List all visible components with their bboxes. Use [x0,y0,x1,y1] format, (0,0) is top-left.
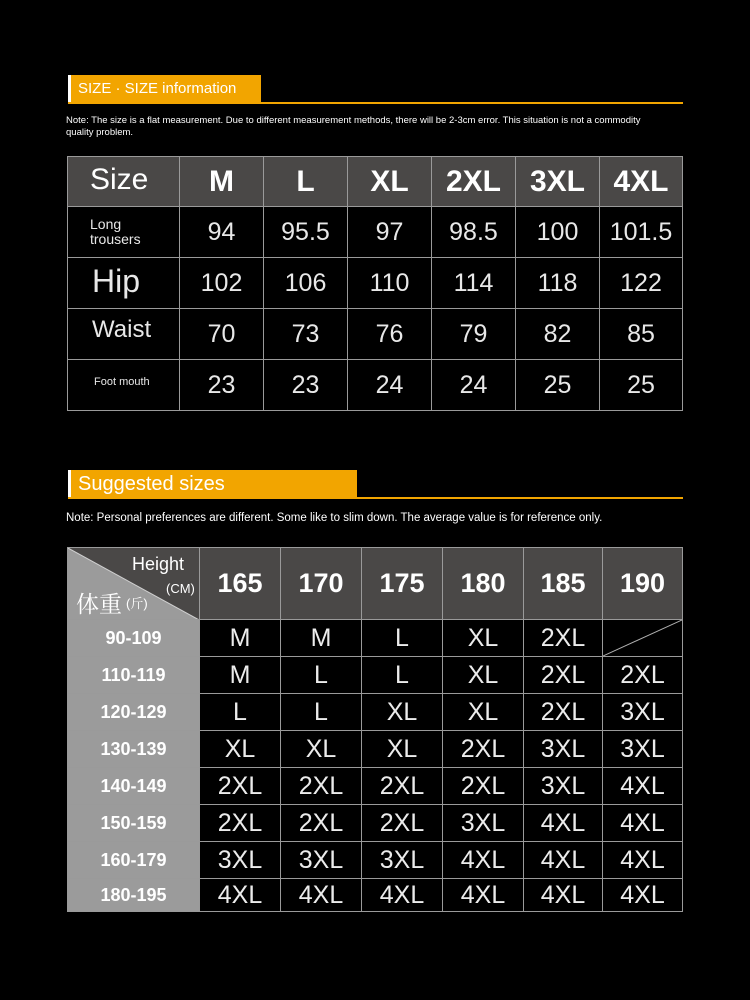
size-table-row [67,359,683,411]
measure-cell: 118 [515,257,600,309]
size-cell: 4XL [602,878,683,912]
measure-cell: 23 [263,359,348,411]
measure-cell: 122 [599,257,683,309]
size-cell: 2XL [280,804,362,842]
measure-cell: 25 [599,359,683,411]
height-col-header: 185 [523,547,603,620]
measure-cell: 98.5 [431,206,516,258]
size-cell: 4XL [523,804,603,842]
weight-row-header: 180-195 [67,878,200,912]
corner-weight-label: 体重 [76,591,122,617]
measure-cell: 114 [431,257,516,309]
suggested-sizes-title: Suggested sizes [68,470,357,498]
measure-cell: 106 [263,257,348,309]
header-accent-bar [68,75,71,103]
size-cell: 3XL [361,841,443,879]
corner-height-label: Height [132,554,185,574]
weight-row-header: 160-179 [67,841,200,879]
measure-cell: 24 [431,359,516,411]
measure-cell: 73 [263,308,348,360]
size-cell: 3XL [523,730,603,768]
header-rule [68,497,683,499]
size-cell: 2XL [361,804,443,842]
measure-cell: 95.5 [263,206,348,258]
height-col-header: 190 [602,547,683,620]
weight-row-header: 130-139 [67,730,200,768]
size-table [67,156,683,411]
size-cell: L [280,693,362,731]
size-cell: 4XL [442,841,524,879]
size-cell: 3XL [280,841,362,879]
size-cell: 3XL [602,693,683,731]
size-col-header: L [263,156,348,207]
suggested-size-table [67,547,683,912]
header-rule [68,102,683,104]
measure-cell: 24 [347,359,432,411]
size-cell: XL [361,730,443,768]
measure-cell: 79 [431,308,516,360]
height-col-header: 165 [199,547,281,620]
measure-cell: 94 [179,206,264,258]
size-cell: XL [442,619,524,657]
size-col-header: M [179,156,264,207]
empty-size-cell [602,619,683,657]
size-cell: 2XL [199,804,281,842]
size-cell: XL [361,693,443,731]
measure-cell: 100 [515,206,600,258]
measure-cell: 97 [347,206,432,258]
size-cell: L [199,693,281,731]
size-cell: 2XL [602,656,683,694]
size-cell: L [280,656,362,694]
size-note: Note: The size is a flat measurement. Due to different measurement methods, there will be 2-3cm error. This situation is not a commodity quality problem. [66,115,641,138]
size-cell: 2XL [280,767,362,805]
measure-cell: 25 [515,359,600,411]
size-cell: 3XL [199,841,281,879]
size-cell: M [280,619,362,657]
size-info-title: SIZE · SIZE information [68,75,261,103]
size-cell: 2XL [523,619,603,657]
measure-cell: 70 [179,308,264,360]
size-cell: 3XL [523,767,603,805]
size-cell: 4XL [280,878,362,912]
measure-cell: 76 [347,308,432,360]
height-col-header: 170 [280,547,362,620]
size-corner-cell: Size [67,156,180,207]
suggested-sizes-note: Note: Personal preferences are different. Some like to slim down. The average value is for reference only. [66,512,603,524]
size-cell: 2XL [361,767,443,805]
size-table-row [67,308,683,360]
size-cell: 4XL [602,767,683,805]
size-cell: 3XL [442,804,524,842]
size-cell: L [361,656,443,694]
weight-row-header: 150-159 [67,804,200,842]
measure-cell: 102 [179,257,264,309]
size-col-header: 4XL [599,156,683,207]
measure-cell: 82 [515,308,600,360]
measure-cell: 101.5 [599,206,683,258]
weight-row-header: 120-129 [67,693,200,731]
size-cell: 3XL [602,730,683,768]
size-cell: 2XL [199,767,281,805]
height-col-header: 175 [361,547,443,620]
corner-height-unit: (CM) [166,581,195,596]
size-col-header: XL [347,156,432,207]
row-label: Foot mouth [67,359,180,411]
size-cell: 4XL [602,804,683,842]
size-cell: 2XL [523,693,603,731]
size-cell: 2XL [442,730,524,768]
size-cell: 2XL [442,767,524,805]
corner-cell [67,547,200,620]
size-cell: 4XL [442,878,524,912]
row-label: Hip [67,257,180,309]
size-cell: 4XL [523,841,603,879]
weight-row-header: 90-109 [67,619,200,657]
weight-row-header: 110-119 [67,656,200,694]
size-cell: XL [442,656,524,694]
size-col-header: 3XL [515,156,600,207]
measure-cell: 85 [599,308,683,360]
empty-cell-diagonal [603,620,682,656]
size-cell: 4XL [602,841,683,879]
size-cell: 4XL [361,878,443,912]
weight-row-header: 140-149 [67,767,200,805]
size-cell: 2XL [523,656,603,694]
measure-cell: 23 [179,359,264,411]
size-col-header: 2XL [431,156,516,207]
size-table-header-row [67,156,683,207]
row-label: Long trousers [67,206,180,258]
header-accent-bar [68,470,71,498]
corner-weight-unit: (斤) [126,596,148,611]
height-col-header: 180 [442,547,524,620]
size-cell: 4XL [523,878,603,912]
size-cell: XL [199,730,281,768]
size-table-row [67,257,683,309]
size-cell: XL [280,730,362,768]
row-label: Waist [67,308,180,360]
measure-cell: 110 [347,257,432,309]
size-cell: M [199,656,281,694]
size-cell: 4XL [199,878,281,912]
size-cell: L [361,619,443,657]
size-cell: M [199,619,281,657]
size-cell: XL [442,693,524,731]
size-table-row [67,206,683,258]
